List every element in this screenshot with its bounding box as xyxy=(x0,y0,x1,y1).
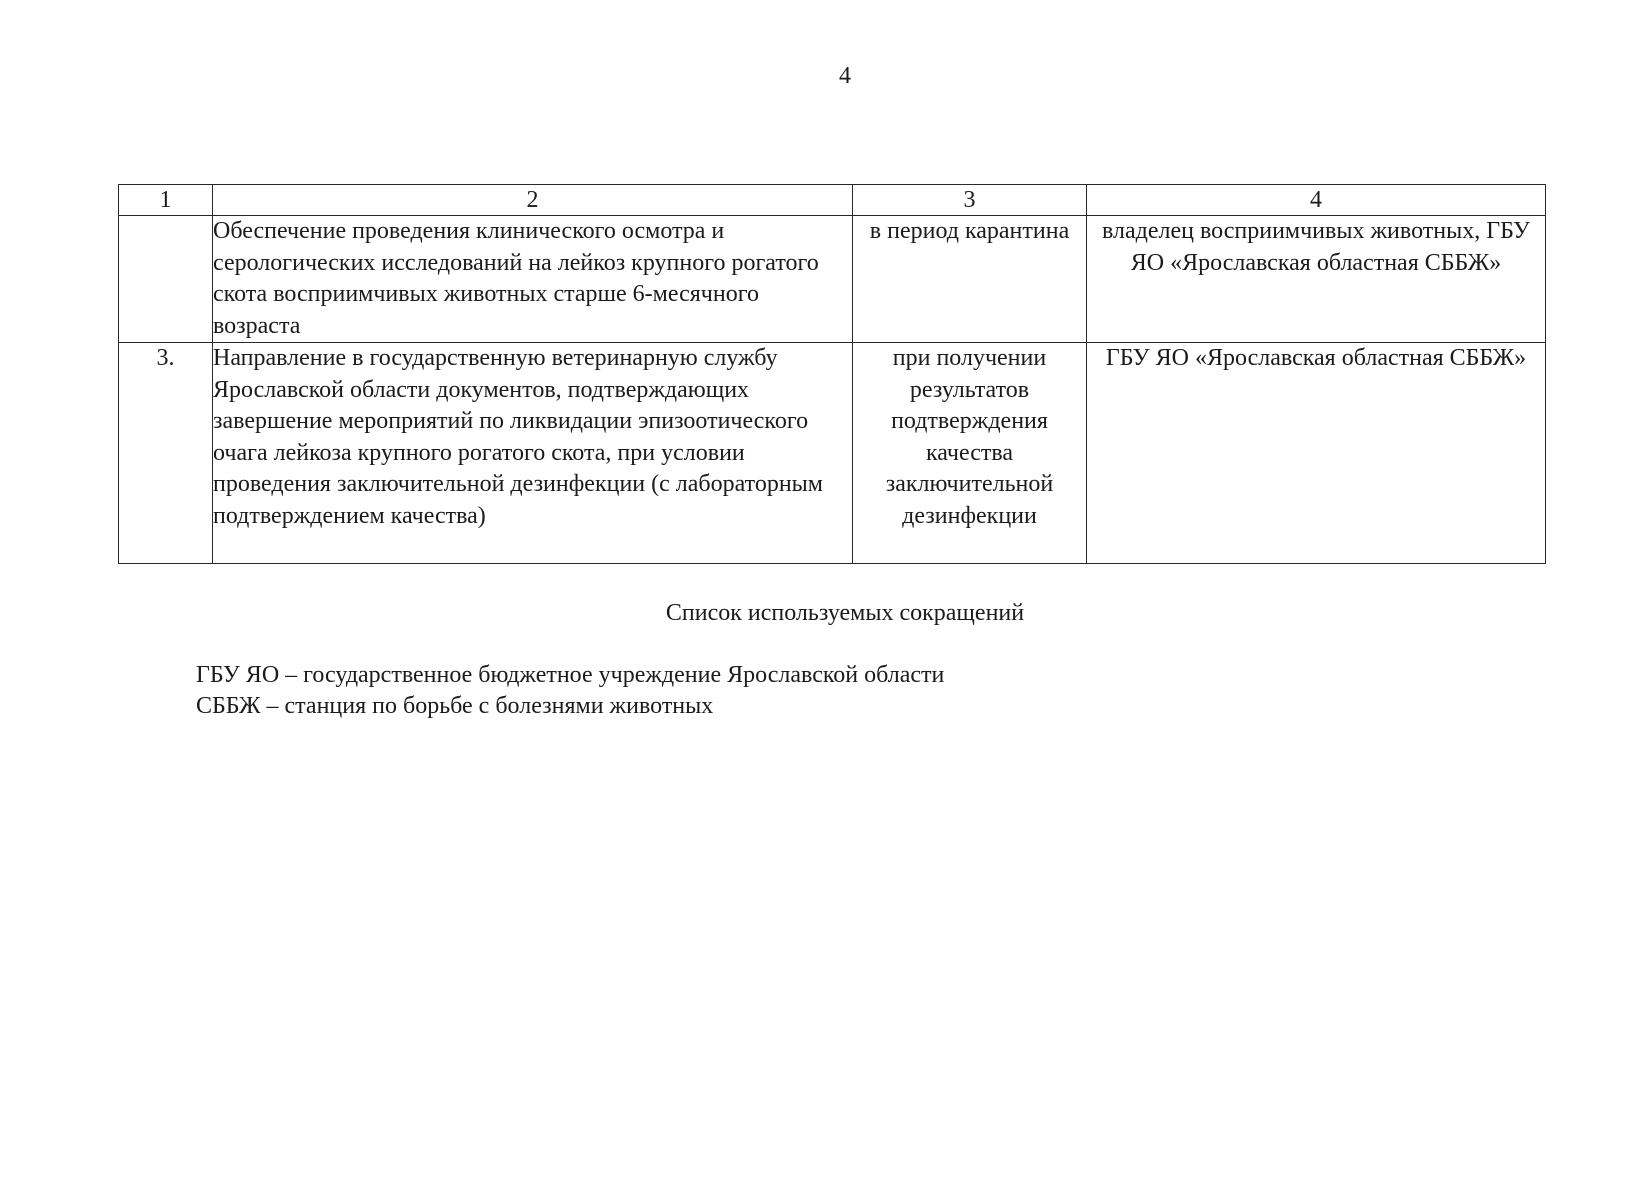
activity-cell: Направление в государственную ветеринарную службу Ярославской области документов, подтверждающих завершение мероприятий по ликвидации эпизоотического очага лейкоза крупного рогатого скота, при условии проведения заключительной дезинфекции (с лабораторным подтверждением качества) xyxy=(213,343,853,564)
responsible-cell: владелец восприимчивых животных, ГБУ ЯО «Ярославская областная СББЖ» xyxy=(1087,216,1546,343)
table-header-row xyxy=(119,185,1546,216)
activity-cell: Обеспечение проведения клинического осмотра и серологических исследований на лейкоз крупного рогатого скота восприимчивых животных старше 6-месячного возраста xyxy=(213,216,853,343)
abbreviation-item: СББЖ – станция по борьбе с болезнями животных xyxy=(196,693,714,719)
column-header: 1 xyxy=(119,185,213,216)
column-header: 3 xyxy=(853,185,1087,216)
abbreviations-title: Список используемых сокращений xyxy=(665,600,1025,626)
row-number: 3. xyxy=(119,343,213,564)
column-header: 2 xyxy=(213,185,853,216)
period-cell: при получении результатов подтверждения качества заключительной дезинфекции xyxy=(853,343,1087,564)
column-header: 4 xyxy=(1087,185,1546,216)
measures-table xyxy=(118,184,1546,564)
responsible-cell: ГБУ ЯО «Ярославская областная СББЖ» xyxy=(1087,343,1546,564)
table-row xyxy=(119,216,1546,343)
abbreviations-list xyxy=(196,660,944,722)
row-number xyxy=(119,216,213,343)
abbreviation-item: ГБУ ЯО – государственное бюджетное учреждение Ярославской области xyxy=(196,662,945,688)
table-row xyxy=(119,343,1546,564)
period-cell: в период карантина xyxy=(853,216,1087,343)
page-number: 4 xyxy=(839,63,851,89)
